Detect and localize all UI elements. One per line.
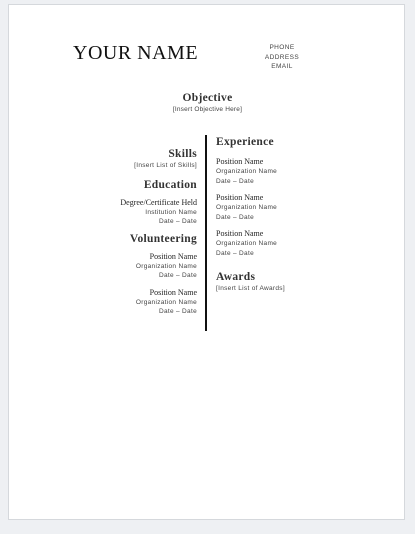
experience-entry — [216, 193, 396, 222]
awards-text: [Insert List of Awards] — [216, 285, 285, 292]
experience-position: Position Name — [216, 193, 264, 202]
experience-organization: Organization Name — [216, 240, 278, 247]
experience-dates: Date – Date — [216, 249, 254, 257]
volunteering-dates: Date – Date — [159, 308, 197, 315]
objective-heading: Objective — [182, 92, 233, 104]
education-heading: Education — [143, 178, 197, 191]
volunteering-position: Position Name — [149, 287, 197, 297]
skills-text: [Insert List of Skills] — [134, 162, 197, 169]
skills-heading: Skills — [168, 148, 197, 160]
volunteering-heading: Volunteering — [129, 232, 197, 245]
skills-section — [17, 147, 197, 171]
experience-position: Position Name — [216, 229, 264, 238]
experience-section — [216, 135, 396, 258]
resume-page — [8, 4, 405, 520]
volunteering-position: Position Name — [149, 251, 197, 261]
experience-dates: Date – Date — [216, 177, 254, 185]
column-divider — [205, 135, 207, 331]
volunteering-organization: Organization Name — [135, 262, 197, 270]
education-institution: Institution Name — [145, 208, 197, 216]
education-degree: Degree/Certificate Held — [120, 197, 197, 207]
volunteering-entry — [17, 288, 197, 317]
right-column — [216, 135, 396, 294]
objective-text: [Insert Objective Here] — [172, 106, 243, 113]
experience-dates: Date – Date — [216, 213, 254, 221]
volunteering-entry — [17, 252, 197, 281]
contact-address: ADDRESS — [264, 53, 300, 61]
experience-organization: Organization Name — [216, 204, 278, 211]
awards-heading: Awards — [216, 271, 256, 283]
contact-email: EMAIL — [271, 63, 293, 70]
experience-organization: Organization Name — [216, 168, 278, 175]
left-column — [17, 147, 197, 317]
experience-heading: Experience — [216, 136, 274, 148]
education-section — [17, 178, 197, 227]
contact-phone: PHONE — [269, 44, 295, 51]
volunteering-dates: Date – Date — [159, 272, 197, 279]
education-dates: Date – Date — [159, 218, 197, 225]
contact-block — [247, 43, 317, 72]
awards-section — [216, 270, 396, 294]
experience-position: Position Name — [216, 157, 264, 166]
experience-entry — [216, 157, 396, 186]
volunteering-section — [17, 232, 197, 317]
volunteering-organization: Organization Name — [135, 298, 197, 306]
experience-entry — [216, 229, 396, 258]
resume-name: YOUR NAME — [73, 42, 199, 64]
